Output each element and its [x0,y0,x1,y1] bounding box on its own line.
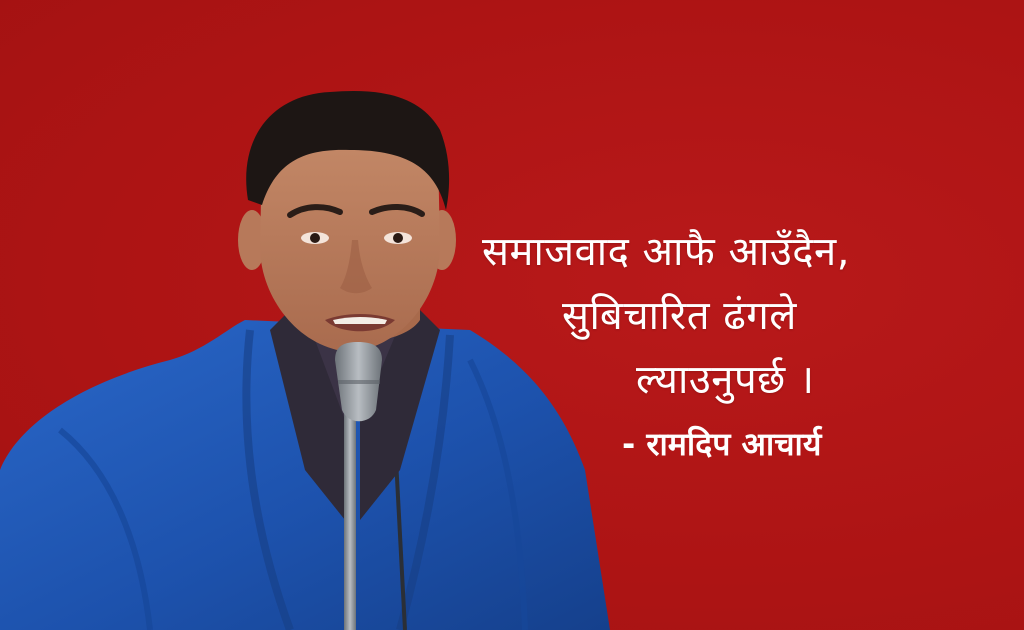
quote-line-3: ल्याउनुपर्छ । [636,357,815,403]
quote-line-1: समाजवाद आफै आउँदैन, [482,229,850,275]
quote-line-2: सुबिचारित ढंगले [562,293,797,339]
quote-attribution: - रामदिप आचार्य [622,425,822,463]
microphone-icon [344,400,356,630]
